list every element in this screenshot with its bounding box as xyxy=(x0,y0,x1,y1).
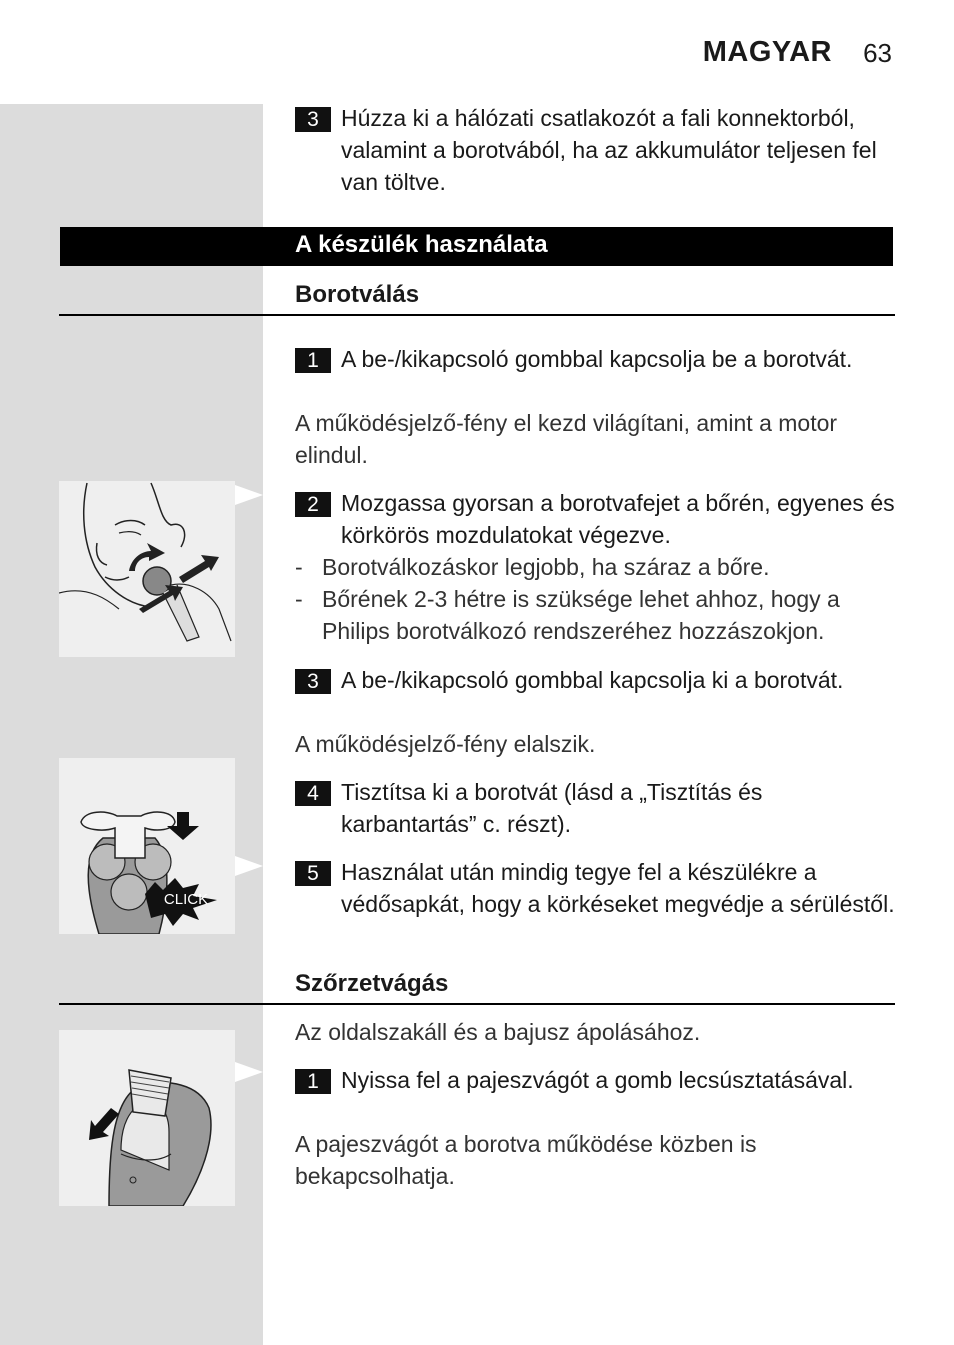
step-text: Tisztítsa ki a borotvát (lásd a „Tisztítás és karbantartás” c. részt). xyxy=(341,779,763,837)
bullet-text: Borotválkozáskor legjobb, ha száraz a bőre. xyxy=(322,554,770,580)
shaving-bullet-1 xyxy=(295,551,895,583)
figure-pointer xyxy=(235,856,263,876)
trimmer-illustration xyxy=(59,1030,235,1206)
step-number: 2 xyxy=(295,492,331,517)
shaving-bullet-2 xyxy=(295,583,895,647)
intro-step xyxy=(295,102,895,198)
click-label: CLICK xyxy=(163,891,209,908)
step-text: A be-/kikapcsoló gombbal kapcsolja be a borotvát. xyxy=(341,346,853,372)
page-number: 63 xyxy=(863,38,892,68)
shaving-step-2 xyxy=(295,487,895,551)
shaving-illustration xyxy=(59,481,235,657)
heading-rule xyxy=(59,1003,895,1005)
shaving-step-1 xyxy=(295,343,895,375)
trimming-heading: Szőrzetvágás xyxy=(295,970,449,997)
shaving-heading: Borotválás xyxy=(295,281,420,308)
step-text: Nyissa fel a pajeszvágót a gomb lecsúsztatásával. xyxy=(341,1067,854,1093)
trimming-step-1 xyxy=(295,1064,895,1096)
step-text: A be-/kikapcsoló gombbal kapcsolja ki a borotvát. xyxy=(341,667,844,693)
protection-cap-illustration xyxy=(59,758,235,934)
figure-pointer xyxy=(235,1062,263,1082)
shaving-step-3-note: A működésjelző-fény elalszik. xyxy=(295,731,596,757)
shaving-step-1-note: A működésjelző-fény el kezd világítani, amint a motor elindul. xyxy=(295,410,838,468)
shaving-step-3 xyxy=(295,664,895,696)
step-number: 1 xyxy=(295,1069,331,1094)
bullet-dash: - xyxy=(295,554,303,580)
step-number: 3 xyxy=(295,107,331,132)
figure-pointer xyxy=(235,485,263,505)
step-text: Mozgassa gyorsan a borotvafejet a bőrén, egyenes és körkörös mozdulatokat végezve. xyxy=(341,490,895,548)
step-number: 1 xyxy=(295,348,331,373)
shaving-step-5 xyxy=(295,856,895,920)
section-title: A készülék használata xyxy=(295,231,548,258)
trimming-step-1-note: A pajeszvágót a borotva működése közben is bekapcsolhatja. xyxy=(295,1131,757,1189)
language-heading: MAGYAR xyxy=(702,36,832,68)
heading-rule xyxy=(59,314,895,316)
shaving-step-4 xyxy=(295,776,895,840)
step-text: Húzza ki a hálózati csatlakozót a fali konnektorból, valamint a borotvából, ha az akkumulátor teljesen fel van töltve. xyxy=(341,105,877,195)
step-number: 5 xyxy=(295,861,331,886)
step-text: Használat után mindig tegye fel a készülékre a védősapkát, hogy a körkéseket megvédje a sérüléstől. xyxy=(341,859,895,917)
trimming-intro: Az oldalszakáll és a bajusz ápolásához. xyxy=(295,1019,701,1045)
step-number: 4 xyxy=(295,781,331,806)
step-number: 3 xyxy=(295,669,331,694)
bullet-text: Bőrének 2-3 hétre is szüksége lehet ahhoz, hogy a Philips borotválkozó rendszeréhez hozzászokjon. xyxy=(322,586,840,644)
bullet-dash: - xyxy=(295,586,303,612)
